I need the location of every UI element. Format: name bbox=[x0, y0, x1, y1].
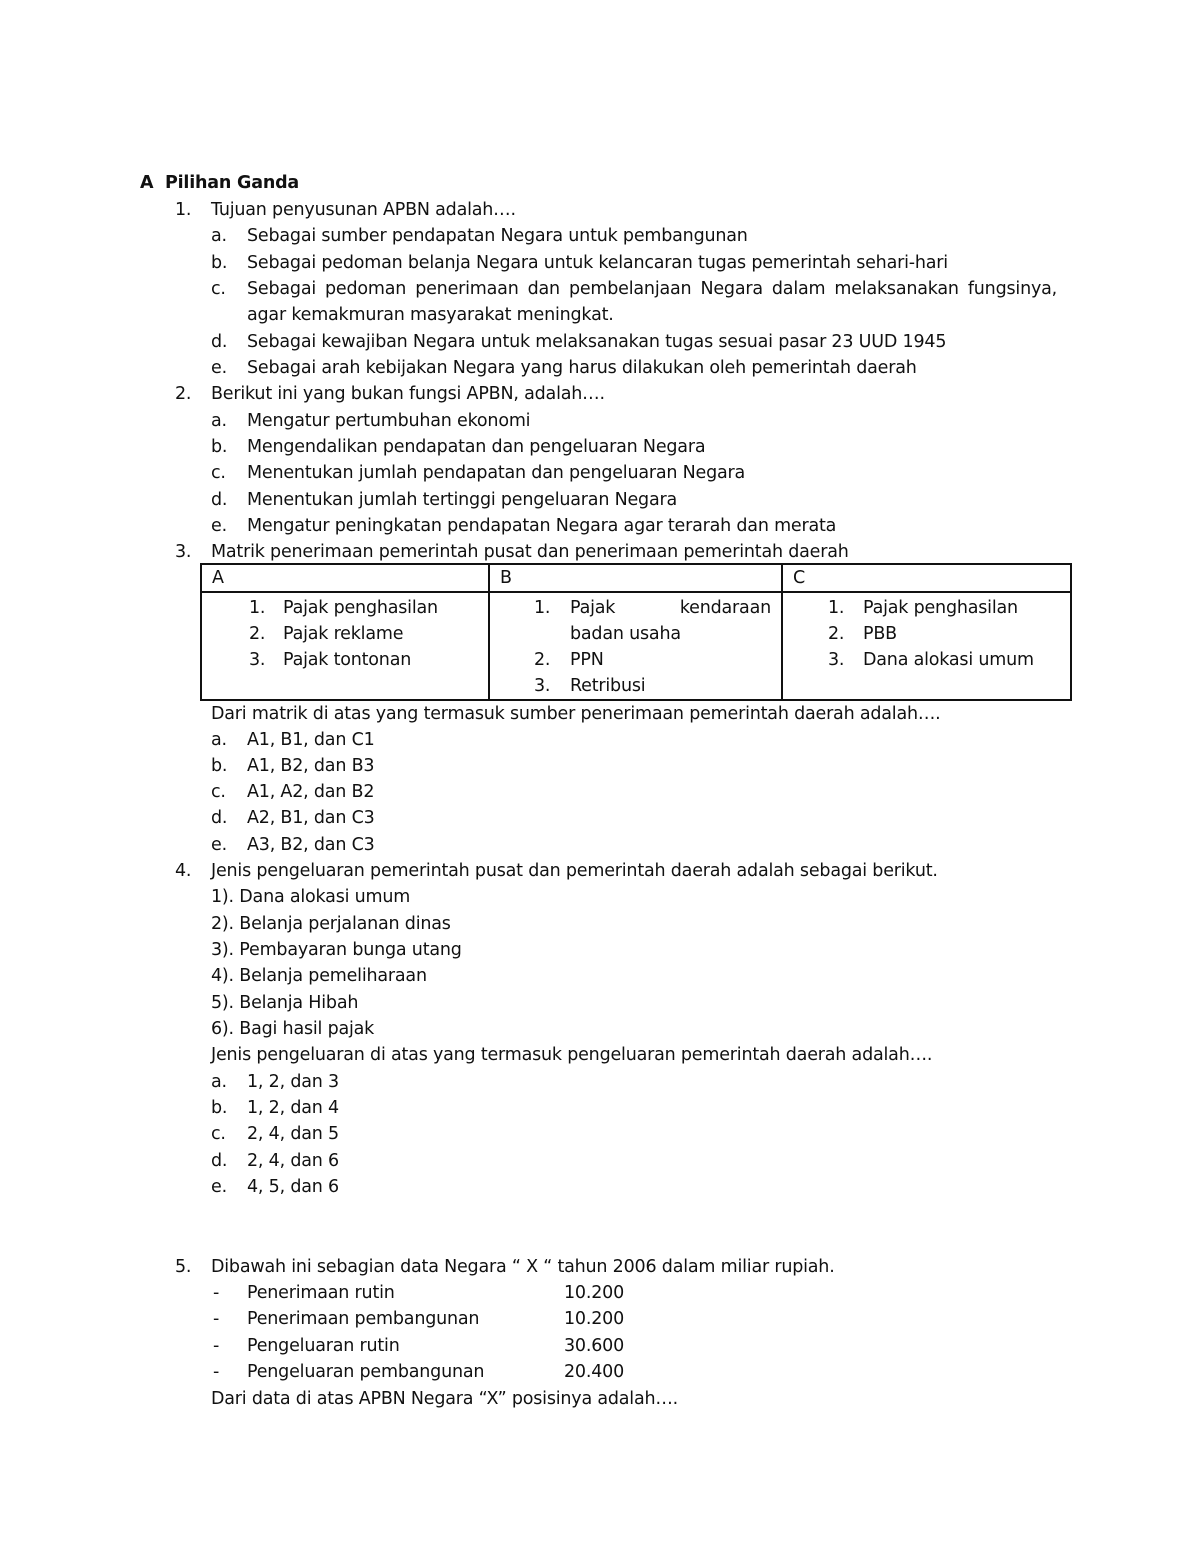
data-dash: - bbox=[213, 1309, 220, 1329]
option-text: Mengatur peningkatan pendapatan Negara agar terarah dan merata bbox=[247, 516, 837, 536]
cell-item-text: Pajak penghasilan bbox=[283, 598, 438, 618]
section-title: Pilihan Ganda bbox=[165, 173, 300, 193]
question-number: 1. bbox=[175, 200, 192, 220]
option-text: 2, 4, dan 5 bbox=[247, 1124, 339, 1144]
cell-item-text: PPN bbox=[570, 650, 604, 670]
option-letter: e. bbox=[211, 358, 227, 378]
table-cell-b bbox=[489, 592, 782, 700]
data-label: Penerimaan rutin bbox=[247, 1283, 395, 1303]
option-letter: c. bbox=[211, 279, 226, 299]
option-text: 2, 4, dan 6 bbox=[247, 1151, 339, 1171]
option-text: Mengendalikan pendapatan dan pengeluaran Negara bbox=[247, 437, 706, 457]
question-text: Berikut ini yang bukan fungsi APBN, adalah…. bbox=[211, 384, 605, 404]
option-text: A2, B1, dan C3 bbox=[247, 808, 375, 828]
question-text: Tujuan penyusunan APBN adalah…. bbox=[211, 200, 516, 220]
option-text: 4, 5, dan 6 bbox=[247, 1177, 339, 1197]
option-text: 1, 2, dan 4 bbox=[247, 1098, 339, 1118]
option-text: 1, 2, dan 3 bbox=[247, 1072, 339, 1092]
option-text: Menentukan jumlah pendapatan dan pengeluaran Negara bbox=[247, 463, 746, 483]
cell-item-number: 1. bbox=[249, 598, 266, 618]
data-label: Pengeluaran pembangunan bbox=[247, 1362, 485, 1382]
option-letter: d. bbox=[211, 332, 228, 352]
option-text: A1, B1, dan C1 bbox=[247, 730, 375, 750]
list-item: 1). Dana alokasi umum bbox=[211, 887, 411, 907]
option-letter: a. bbox=[211, 730, 227, 750]
option-text: A3, B2, dan C3 bbox=[247, 835, 375, 855]
option-letter: d. bbox=[211, 808, 228, 828]
option-letter: c. bbox=[211, 782, 226, 802]
option-letter: b. bbox=[211, 1098, 228, 1118]
data-value: 20.400 bbox=[564, 1362, 625, 1382]
cell-item-text: Retribusi bbox=[570, 676, 646, 696]
question-text: Matrik penerimaan pemerintah pusat dan penerimaan pemerintah daerah bbox=[211, 542, 849, 562]
option-letter: b. bbox=[211, 756, 228, 776]
option-text-continued: agar kemakmuran masyarakat meningkat. bbox=[247, 305, 614, 325]
cell-item-text: Dana alokasi umum bbox=[863, 650, 1034, 670]
cell-item-text-justified bbox=[570, 595, 771, 621]
option-letter: d. bbox=[211, 1151, 228, 1171]
cell-item-text: Pajak tontonan bbox=[283, 650, 412, 670]
cell-item-number: 2. bbox=[534, 650, 551, 670]
option-letter: a. bbox=[211, 1072, 227, 1092]
cell-item-number: 2. bbox=[828, 624, 845, 644]
question-number: 2. bbox=[175, 384, 192, 404]
cell-item-number: 3. bbox=[828, 650, 845, 670]
question-text: Jenis pengeluaran pemerintah pusat dan pemerintah daerah adalah sebagai berikut. bbox=[211, 861, 938, 881]
list-item: 4). Belanja pemeliharaan bbox=[211, 966, 427, 986]
revenue-matrix-table bbox=[200, 563, 1072, 701]
list-item: 6). Bagi hasil pajak bbox=[211, 1019, 375, 1039]
cell-item-word: kendaraan bbox=[679, 598, 771, 618]
question-prompt: Dari data di atas APBN Negara “X” posisinya adalah…. bbox=[211, 1389, 679, 1409]
option-letter: e. bbox=[211, 516, 227, 536]
option-text: Sebagai pedoman penerimaan dan pembelanjaan Negara dalam melaksanakan fungsinya, bbox=[247, 279, 1057, 299]
option-letter: e. bbox=[211, 1177, 227, 1197]
option-text: Mengatur pertumbuhan ekonomi bbox=[247, 411, 531, 431]
question-number: 4. bbox=[175, 861, 192, 881]
data-label: Penerimaan pembangunan bbox=[247, 1309, 480, 1329]
option-letter: a. bbox=[211, 411, 227, 431]
data-value: 10.200 bbox=[564, 1309, 625, 1329]
list-item: 5). Belanja Hibah bbox=[211, 993, 359, 1013]
cell-item-text: PBB bbox=[863, 624, 897, 644]
table-cell-c bbox=[782, 592, 1071, 700]
table-header-c: C bbox=[782, 564, 1071, 592]
question-prompt: Dari matrik di atas yang termasuk sumber penerimaan pemerintah daerah adalah…. bbox=[211, 704, 941, 724]
cell-item-number: 3. bbox=[249, 650, 266, 670]
cell-item-text-continued: badan usaha bbox=[570, 624, 681, 644]
option-letter: c. bbox=[211, 1124, 226, 1144]
option-text: Menentukan jumlah tertinggi pengeluaran Negara bbox=[247, 490, 677, 510]
option-text: Sebagai arah kebijakan Negara yang harus dilakukan oleh pemerintah daerah bbox=[247, 358, 917, 378]
data-dash: - bbox=[213, 1283, 220, 1303]
cell-item-text: Pajak penghasilan bbox=[863, 598, 1018, 618]
option-text: A1, B2, dan B3 bbox=[247, 756, 375, 776]
data-label: Pengeluaran rutin bbox=[247, 1336, 400, 1356]
table-header-b: B bbox=[489, 564, 782, 592]
option-letter: e. bbox=[211, 835, 227, 855]
option-text: A1, A2, dan B2 bbox=[247, 782, 375, 802]
data-dash: - bbox=[213, 1362, 220, 1382]
table-cell-a bbox=[201, 592, 489, 700]
section-letter: A bbox=[140, 173, 154, 193]
option-text: Sebagai pedoman belanja Negara untuk kelancaran tugas pemerintah sehari-hari bbox=[247, 253, 948, 273]
cell-item-word: Pajak bbox=[570, 598, 616, 618]
cell-item-number: 1. bbox=[828, 598, 845, 618]
option-letter: a. bbox=[211, 226, 227, 246]
cell-item-text: Pajak reklame bbox=[283, 624, 404, 644]
data-dash: - bbox=[213, 1336, 220, 1356]
cell-item-number: 1. bbox=[534, 598, 551, 618]
cell-item-number: 3. bbox=[534, 676, 551, 696]
list-item: 3). Pembayaran bunga utang bbox=[211, 940, 462, 960]
option-letter: b. bbox=[211, 437, 228, 457]
option-text: Sebagai kewajiban Negara untuk melaksanakan tugas sesuai pasar 23 UUD 1945 bbox=[247, 332, 947, 352]
question-prompt: Jenis pengeluaran di atas yang termasuk pengeluaran pemerintah daerah adalah…. bbox=[211, 1045, 933, 1065]
option-letter: c. bbox=[211, 463, 226, 483]
question-number: 5. bbox=[175, 1257, 192, 1277]
option-letter: d. bbox=[211, 490, 228, 510]
data-value: 10.200 bbox=[564, 1283, 625, 1303]
table-header-a: A bbox=[201, 564, 489, 592]
list-item: 2). Belanja perjalanan dinas bbox=[211, 914, 451, 934]
option-letter: b. bbox=[211, 253, 228, 273]
question-number: 3. bbox=[175, 542, 192, 562]
question-text: Dibawah ini sebagian data Negara “ X “ tahun 2006 dalam miliar rupiah. bbox=[211, 1257, 835, 1277]
table-header-row bbox=[201, 564, 1071, 592]
option-text: Sebagai sumber pendapatan Negara untuk pembangunan bbox=[247, 226, 748, 246]
table-row bbox=[201, 592, 1071, 700]
cell-item-number: 2. bbox=[249, 624, 266, 644]
data-value: 30.600 bbox=[564, 1336, 625, 1356]
